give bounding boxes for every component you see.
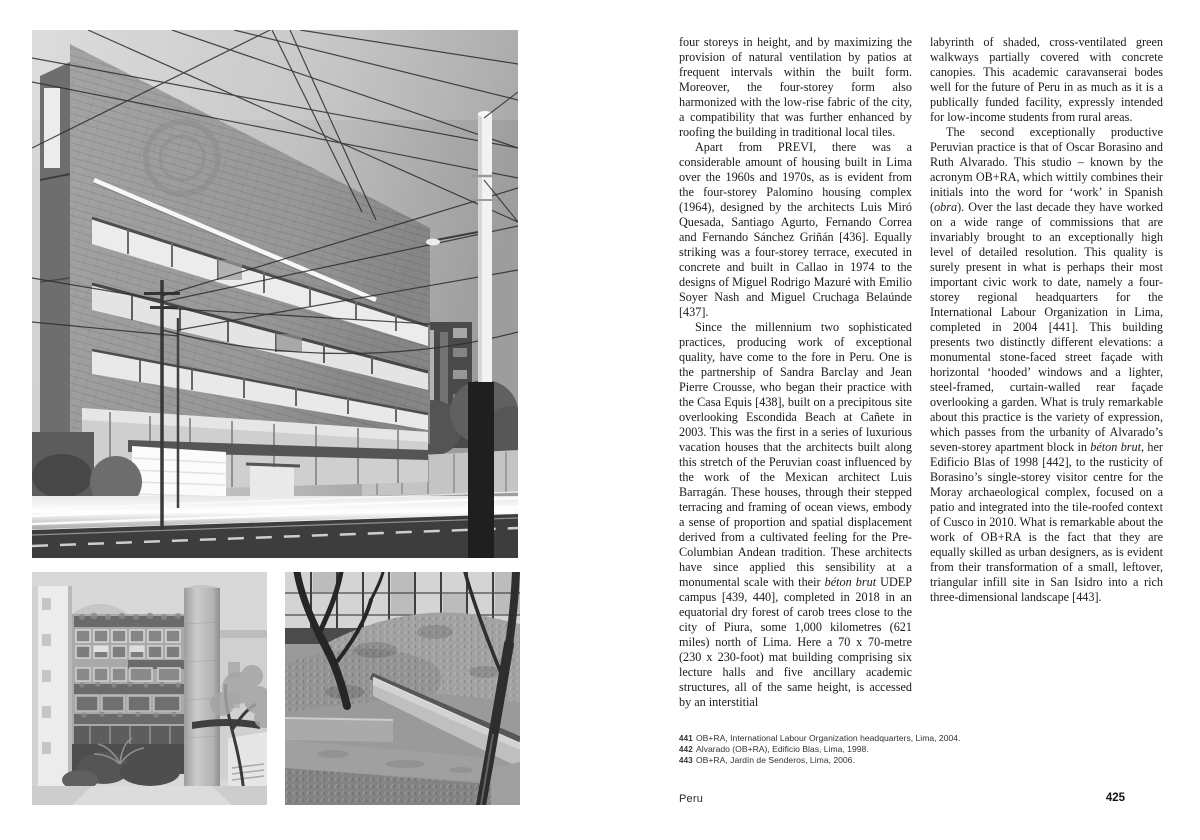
caption-number: 442 (679, 745, 693, 754)
edificio-blas-photo (32, 572, 267, 805)
footer-page-number: 425 (1105, 792, 1125, 804)
caption-text: OB+RA, Jardín de Senderos, Lima, 2006. (696, 755, 855, 765)
paragraph: Apart from PREVI, there was a considerable amount of housing built in Lima over the 1960s and 1970s, as is evident from the four-storey Palomino housing complex (1964), designed by the architects Luis Miró Quesada, Santiago Agurto, Fernando Correa and Fernando Sánchez Griñán [436]. Equally striking was a four-storey terrace, executed in concrete and built in Callao in 1974 to the designs of Miguel Rodrigo Mazuré with Emilio Soyer Nash and Miguel Cruchaga Belaúnde [437]. (679, 140, 912, 319)
caption-number: 441 (679, 734, 693, 743)
paragraph: The second exceptionally productive Peruvian practice is that of Oscar Borasino and Ruth Alvarado. This studio – known by the acronym OB+RA, which wittily combines their initials into the word for ‘work’ in Spanish (obra). Over the last decade they have worked on a wide range of commissions that are invariably brought to an exceptionally high level of detailed resolution. This quality is surely present in what is perhaps their most important civic work to date, namely a four-storey regional headquarters for the International Labour Organization in Lima, completed in 2004 [441]. This building presents two distinctly different elevations: a monumental stone-faced street façade with horizontal ‘hooded’ windows and a lighter, steel-framed, curtain-walled rear façade overlooking a garden. What is truly remarkable about this practice is the variety of expression, which passes from the urbanity of Alvarado’s seven-storey apartment block in béton brut, her Edificio Blas of 1998 [442], to the rusticity of Borasino’s single-storey visitor centre for the Moray archaeological complex, focused on a patio and integrated into the tile-roofed context of Cusco in 2010. What is remarkable about the work of OB+RA is the fact that they are equally skilled as urban designers, as is evident from their transformation of a small, leftover, triangular infill site in San Isidro into a rich three-dimensional landscape [443]. (930, 125, 1163, 604)
captions-block (679, 733, 1009, 766)
caption-442 (679, 744, 1009, 755)
caption-text: Alvarado (OB+RA), Edificio Blas, Lima, 1998. (696, 744, 869, 754)
paragraph: four storeys in height, and by maximizing the provision of natural ventilation by patios at frequent intervals within the built form. Moreover, the four-storey form also harmonized with the low-rise fabric of the city, a compatibility that was further enhanced by roofing the building in traditional local tiles. (679, 35, 912, 139)
text-column-2 (930, 35, 1163, 741)
text-column-1 (679, 35, 912, 741)
paragraph: labyrinth of shaded, cross-ventilated green walkways partially covered with concrete canopies. This academic caravanserai bodes well for the future of Peru in as much as it is a publically funded facility, expressly intended for low-income students from rural areas. (930, 35, 1163, 124)
photo-441-ilo-headquarters (32, 30, 518, 558)
caption-number: 443 (679, 756, 693, 765)
caption-text: OB+RA, International Labour Organization headquarters, Lima, 2004. (696, 733, 961, 743)
jardin-de-senderos-photo (285, 572, 520, 805)
photo-442-edificio-blas (32, 572, 267, 805)
caption-441 (679, 733, 1009, 744)
footer-section-label: Peru (679, 793, 704, 805)
ilo-headquarters-dusk-photo (32, 30, 518, 558)
photo-443-jardin-de-senderos (285, 572, 520, 805)
paragraph: Since the millennium two sophisticated practices, producing work of exceptional quality, have come to the fore in Peru. One is the partnership of Sandra Barclay and Jean Pierre Crousse, who began their practice with the Casa Equis [438], built on a precipitous site overlooking Escondida Beach at Cañete in 2003. This was the first in a series of luxurious vacation houses that the architects built along this stretch of the Peruvian coast influenced by the work of the Mexican architect Luis Barragán. These houses, through their stepped terracing and framing of ocean views, embody a sense of proportion and spatial displacement derived from a cultivated feeling for the Pre-Columbian Andean tradition. These architects have since applied this sensibility at a monumental scale with their béton brut UDEP campus [439, 440], completed in 2018 in an equatorial dry forest of carob trees close to the city of Piura, some 1,000 kilometres (621 miles) north of Lima. Here a 70 x 70-metre (230 x 230-foot) mat building comprising six lecture halls and five ancillary academic structures, all of the same height, is accessed by an interstitial (679, 320, 912, 709)
caption-443 (679, 755, 1009, 766)
